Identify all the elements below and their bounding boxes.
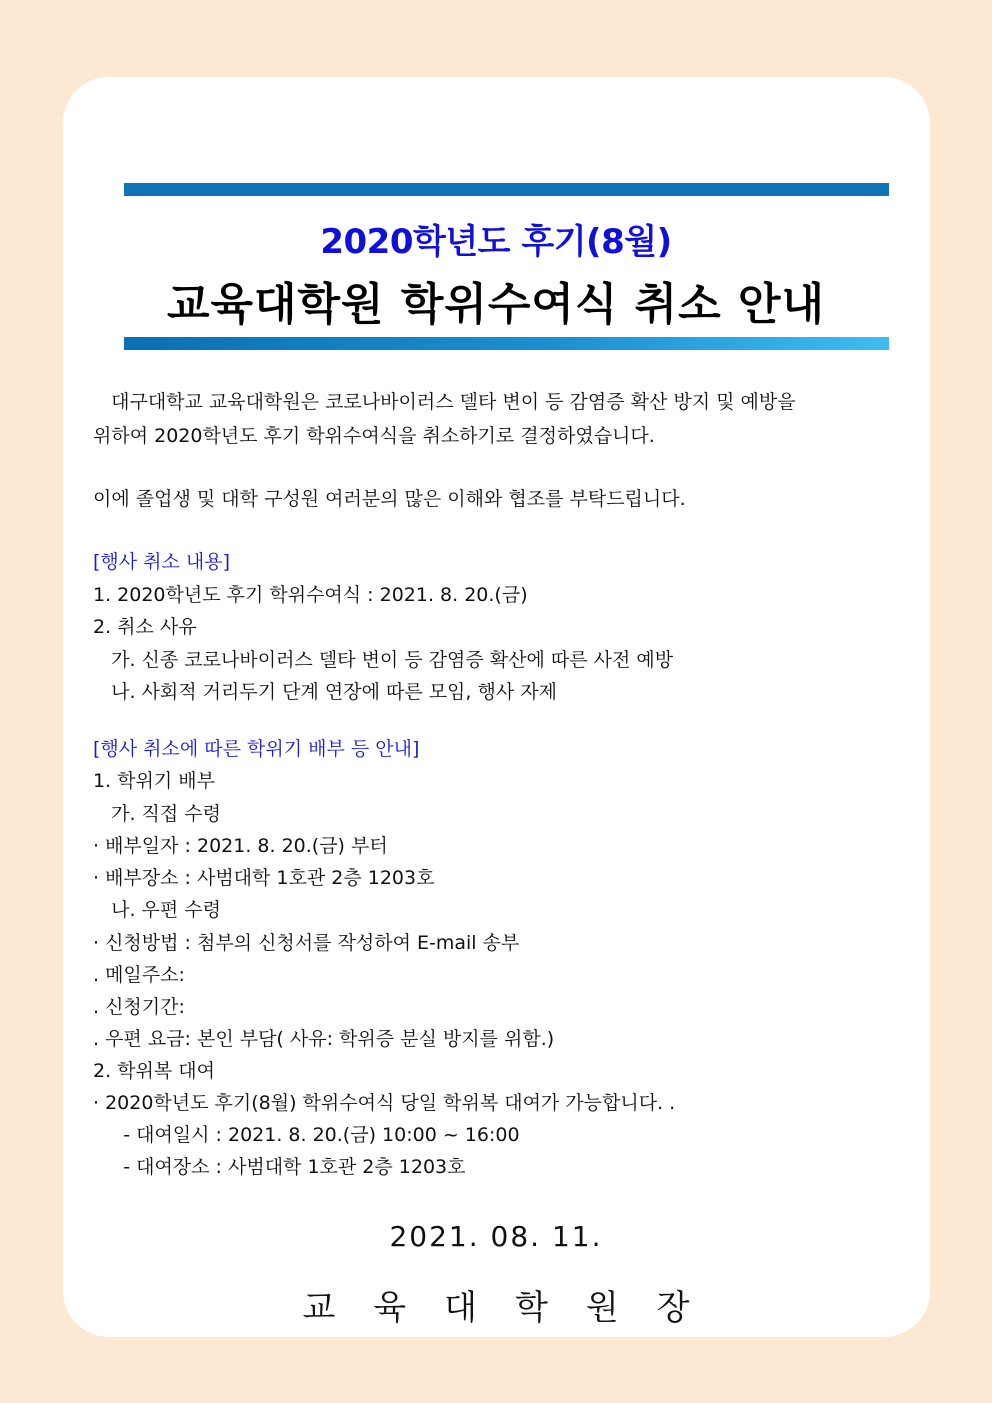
list-item: 가. 신종 코로나바이러스 델타 변이 등 감염증 확산에 따른 사전 예방 xyxy=(93,649,674,671)
list-item: . 우편 요금: 본인 부담( 사유: 학위증 분실 방지를 위함.) xyxy=(93,1028,555,1050)
notice-card xyxy=(63,77,930,1337)
list-item: 가. 직접 수령 xyxy=(93,803,222,825)
list-item: 2. 취소 사유 xyxy=(93,616,197,638)
header-top-bar xyxy=(124,183,889,196)
notice-signer: 교육대학원장 xyxy=(302,1288,728,1328)
list-item: - 대여장소 : 사범대학 1호관 2층 1203호 xyxy=(93,1156,466,1178)
list-item: 1. 학위기 배부 xyxy=(93,770,215,792)
list-item: 나. 우편 수령 xyxy=(93,899,222,921)
list-item: 1. 2020학년도 후기 학위수여식 : 2021. 8. 20.(금) xyxy=(93,584,528,606)
intro-line: 대구대학교 교육대학원은 코로나바이러스 델타 변이 등 감염증 확산 방지 및 예방을 xyxy=(93,391,796,413)
list-item: 2. 학위복 대여 xyxy=(93,1060,215,1082)
list-item: · 배부일자 : 2021. 8. 20.(금) 부터 xyxy=(93,835,388,857)
section-heading: [행사 취소 내용] xyxy=(93,551,231,573)
notice-subtitle: 2020학년도 후기(8월) xyxy=(320,222,672,262)
list-item: · 배부장소 : 사범대학 1호관 2층 1203호 xyxy=(93,867,435,889)
list-item: · 2020학년도 후기(8월) 학위수여식 당일 학위복 대여가 가능합니다. . xyxy=(93,1092,676,1114)
list-item: 나. 사회적 거리두기 단계 연장에 따른 모임, 행사 자제 xyxy=(93,681,557,703)
list-item: · 신청방법 : 첨부의 신청서를 작성하여 E-mail 송부 xyxy=(93,932,520,954)
list-item: - 대여일시 : 2021. 8. 20.(금) 10:00 ~ 16:00 xyxy=(93,1124,520,1146)
notice-title: 교육대학원 학위수여식 취소 안내 xyxy=(166,279,825,330)
header-bottom-bar xyxy=(124,337,889,350)
notice-date: 2021. 08. 11. xyxy=(389,1220,603,1253)
intro-line: 이에 졸업생 및 대학 구성원 여러분의 많은 이해와 협조를 부탁드립니다. xyxy=(93,488,686,510)
intro-line: 위하여 2020학년도 후기 학위수여식을 취소하기로 결정하였습니다. xyxy=(93,425,655,447)
section-heading: [행사 취소에 따른 학위기 배부 등 안내] xyxy=(93,738,420,760)
list-item: . 메일주소: xyxy=(93,964,185,986)
list-item: . 신청기간: xyxy=(93,996,185,1018)
